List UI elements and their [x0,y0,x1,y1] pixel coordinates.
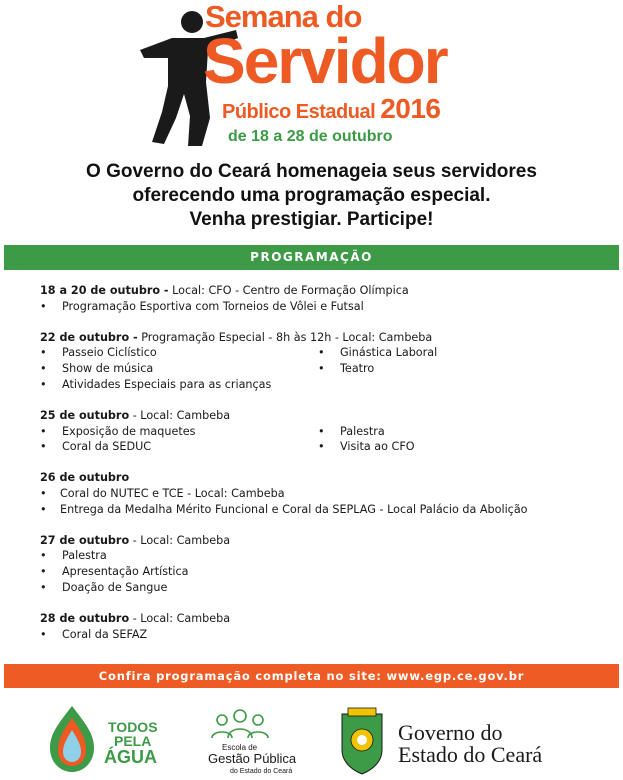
gestao-publica-text: Gestão Pública [208,751,297,766]
lead-line-3: Venha prestigiar. Participe! [189,209,434,230]
section-info: - Local: Cambeba [129,533,231,547]
section-info: - Local: Cambeba [129,408,231,422]
schedule-item: • Doação de Sangue [40,580,600,596]
governo-text: Governo do [398,720,503,745]
schedule-item: • Ginástica Laboral [318,345,437,361]
schedule-item: • Exposição de maquetes [40,424,318,440]
section-date: 25 de outubro [40,408,130,422]
event-title-line1: Semana do [205,0,362,34]
schedule-section-28 [40,611,600,643]
schedule-item: • Coral do NUTEC e TCE - Local: Cambeba [40,486,600,502]
schedule-item: • Programação Esportiva com Torneios de Vôlei e Futsal [40,299,600,315]
schedule-item: • Coral da SEFAZ [40,627,600,643]
event-header [0,0,623,150]
schedule-item: • Atividades Especiais para as crianças [40,377,600,393]
lead-line-2: oferecendo uma programação especial. [132,185,491,206]
event-subtitle: Público Estadual [222,101,376,123]
section-date: 27 de outubro [40,533,130,547]
partner-logos [0,700,623,780]
section-date: 22 de outubro - [40,330,138,344]
todos-pela-agua-logo [50,706,158,772]
governo-ceara-logo [342,708,542,774]
estado-ceara-text: do Estado do Ceará [230,768,293,775]
lead-text [0,160,623,232]
website-banner: Confira programação completa no site: www.egp.ce.gov.br [4,664,619,688]
section-info: - Local: Cambeba [129,611,231,625]
schedule-item: • Visita ao CFO [318,439,415,455]
escola-gestao-publica-logo [208,710,297,775]
schedule-item: • Palestra [318,424,385,440]
event-title-line3 [222,93,441,124]
event-title-line2: Servidor [203,25,447,97]
schedule-section-27 [40,533,600,596]
schedule-item: • Show de música [40,361,318,377]
schedule-item: • Passeio Ciclístico [40,345,318,361]
schedule-section-18-20 [40,283,600,315]
event-year: 2016 [380,93,441,124]
section-date: 18 a 20 de outubro - [40,284,169,297]
todos-text: TODOS [108,719,158,735]
schedule-section-26 [40,470,600,517]
schedule-item: • Teatro [318,361,374,377]
schedule-section-22 [40,330,600,393]
event-dates: de 18 a 28 de outubro [228,128,393,145]
section-date: 28 de outubro [40,611,130,625]
schedule-item: • Coral da SEDUC [40,439,318,455]
schedule-item: • Palestra [40,548,600,564]
agua-text: ÁGUA [104,747,157,767]
schedule-section-25 [40,408,600,455]
program-banner: PROGRAMAÇÃO [4,245,619,270]
schedule-item: • Entrega da Medalha Mérito Funcional e Coral da SEPLAG - Local Palácio da Abolição [40,502,600,518]
schedule [40,283,600,657]
schedule-item: • Apresentação Artística [40,564,600,580]
estado-text: Estado do Ceará [398,742,543,767]
section-date: 26 de outubro [40,471,130,485]
lead-line-1: O Governo do Ceará homenageia seus servidores [86,161,537,182]
pela-text: PELA [114,733,152,749]
section-info: Local: CFO - Centro de Formação Olímpica [168,284,409,297]
section-info: Programação Especial - 8h às 12h - Local: Cambeba [137,330,433,344]
escola-text: Escola de [222,743,258,752]
